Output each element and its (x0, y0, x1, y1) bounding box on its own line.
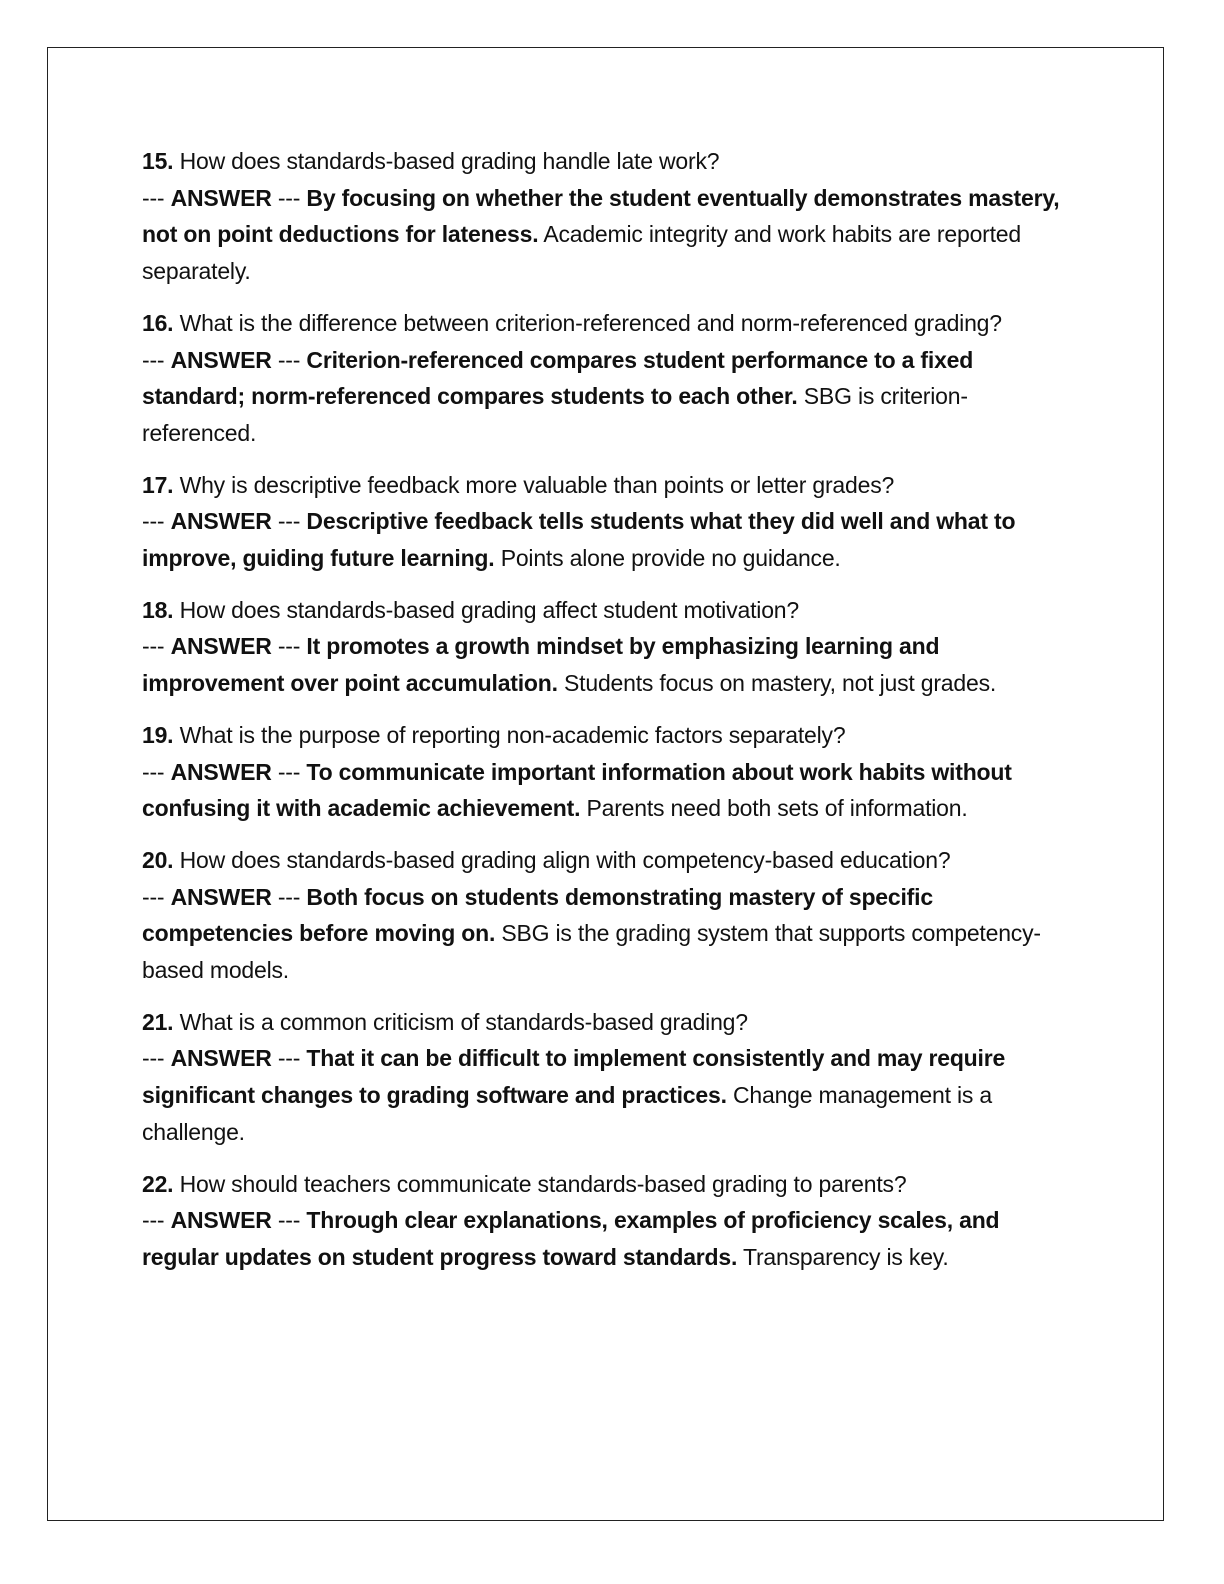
answer-text: SBG is criterion-referenced. (142, 383, 968, 446)
answer-dashes: --- (277, 758, 301, 785)
answer (142, 1040, 1072, 1150)
question-number: 15. (142, 148, 174, 174)
question (142, 1166, 1072, 1203)
answer-dashes: --- (142, 1045, 165, 1072)
answer-bold-text: Descriptive feedback tells students what they did well and what to improve, guiding future learning. (142, 508, 1016, 572)
question (142, 143, 1072, 180)
question (142, 1004, 1072, 1041)
qa-item-20 (142, 842, 1072, 989)
answer-bold-text: Both focus on students demonstrating mastery of specific competencies before moving on. (142, 883, 933, 947)
question-number: 22. (142, 1170, 174, 1197)
answer-bold-text: Criterion-referenced compares student performance to a fixed standard; norm-referenced compares students to each other. (142, 346, 974, 410)
question-text: How does standards-based grading align with competency-based education? (179, 846, 951, 873)
qa-item-18 (142, 592, 1072, 702)
question (142, 842, 1072, 879)
question-text: What is the difference between criterion-referenced and norm-referenced grading? (179, 309, 1002, 336)
answer-text: Parents need both sets of information. (586, 795, 968, 822)
answer (142, 628, 1072, 701)
answer-label: ANSWER (170, 633, 272, 660)
answer-dashes: --- (277, 184, 301, 211)
answer-label: ANSWER (170, 508, 272, 535)
answer-text: Change management is a challenge. (142, 1082, 992, 1145)
answer-label: ANSWER (170, 1045, 272, 1072)
answer-bold-text: To communicate important information about work habits without confusing it with academic achievement. (142, 758, 1012, 822)
answer-dashes: --- (142, 758, 165, 785)
answer (142, 180, 1072, 290)
answer-dashes: --- (277, 633, 301, 660)
qa-item-21 (142, 1004, 1072, 1151)
question-number: 17. (142, 471, 174, 498)
qa-item-22 (142, 1166, 1072, 1276)
answer-label: ANSWER (170, 1207, 272, 1234)
answer-label: ANSWER (170, 758, 272, 785)
qa-item-16 (142, 305, 1072, 452)
question-text: How does standards-based grading affect student motivation? (179, 596, 799, 623)
answer-bold-text: By focusing on whether the student eventually demonstrates mastery, not on point deductions for lateness. (142, 184, 1060, 248)
question-text: Why is descriptive feedback more valuable than points or letter grades? (179, 471, 895, 498)
answer-text: Academic integrity and work habits are reported separately. (142, 221, 1021, 285)
answer-dashes: --- (142, 1207, 165, 1234)
question (142, 467, 1072, 504)
question-text: How should teachers communicate standards-based grading to parents? (179, 1170, 907, 1197)
answer (142, 1202, 1072, 1275)
answer-text: Points alone provide no guidance. (500, 545, 841, 572)
question-number: 19. (142, 721, 174, 748)
answer-dashes: --- (142, 633, 165, 660)
answer-label: ANSWER (170, 883, 272, 910)
answer-label: ANSWER (170, 184, 272, 211)
answer-bold-text: Through clear explanations, examples of proficiency scales, and regular updates on student progress toward standards. (142, 1207, 1000, 1270)
question (142, 305, 1072, 342)
answer-bold-text: That it can be difficult to implement consistently and may require significant changes to grading software and practices. (142, 1045, 1006, 1109)
qa-item-15 (142, 143, 1072, 290)
answer-dashes: --- (277, 1207, 301, 1234)
answer-dashes: --- (142, 883, 165, 910)
answer (142, 503, 1072, 576)
question-number: 18. (142, 596, 174, 623)
answer-dashes: --- (277, 508, 301, 535)
answer-dashes: --- (142, 184, 165, 211)
answer (142, 879, 1072, 989)
qa-item-17 (142, 467, 1072, 577)
answer-dashes: --- (277, 346, 301, 373)
question (142, 592, 1072, 629)
question-text: How does standards-based grading handle late work? (179, 148, 720, 174)
qa-item-19 (142, 717, 1072, 827)
question-number: 16. (142, 309, 174, 336)
question-text: What is a common criticism of standards-based grading? (179, 1008, 748, 1035)
answer (142, 342, 1072, 452)
answer-dashes: --- (277, 1045, 301, 1072)
answer-label: ANSWER (170, 346, 272, 373)
answer-text: Students focus on mastery, not just grades. (564, 670, 997, 697)
answer-dashes: --- (142, 508, 165, 535)
answer-bold-text: It promotes a growth mindset by emphasizing learning and improvement over point accumulation. (142, 633, 940, 697)
answer-dashes: --- (277, 883, 301, 910)
question-number: 20. (142, 846, 174, 873)
answer (142, 754, 1072, 827)
question (142, 717, 1072, 754)
qa-list (142, 143, 1072, 1291)
question-number: 21. (142, 1008, 174, 1035)
answer-dashes: --- (142, 346, 165, 373)
question-text: What is the purpose of reporting non-academic factors separately? (179, 721, 846, 748)
answer-text: SBG is the grading system that supports competency-based models. (142, 920, 1041, 984)
answer-text: Transparency is key. (742, 1243, 949, 1270)
